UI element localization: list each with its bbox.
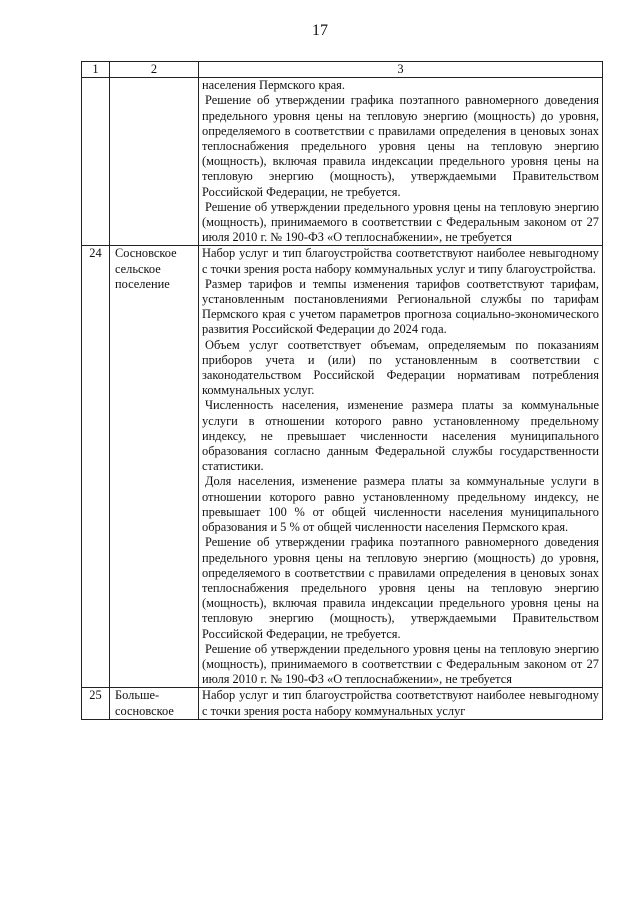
municipality-name: Больше-сосновское xyxy=(110,688,199,719)
row-text xyxy=(199,78,603,246)
paragraph: Набор услуг и тип благоустройства соответствуют наиболее невыгодному с точки зрения роста набору коммунальных услуг и типу благоустройства. xyxy=(202,246,599,276)
paragraph: населения Пермского края. xyxy=(202,78,345,93)
row-number: 24 xyxy=(82,246,110,688)
header-col-1: 1 xyxy=(82,62,110,78)
table-row xyxy=(82,246,603,688)
table-row xyxy=(82,688,603,719)
table-header-row xyxy=(82,62,603,78)
paragraph: Размер тарифов и темпы изменения тарифов соответствуют тарифам, установленным постановлениями Региональной службы по тарифам Пермского края с учетом параметров прогноза социально-экономического развития Российской Федерации до 2024 года. xyxy=(202,276,599,337)
municipality-name xyxy=(110,78,199,246)
paragraph: Объем услуг соответствует объемам, определяемым по показаниям приборов учета и (или) по установленным в соответствии с законодательством Российской Федерации нормативам потребления коммунальных услуг. xyxy=(202,337,599,398)
paragraph: Решение об утверждении графика поэтапного равномерного доведения предельного уровня цены на тепловую энергию (мощность) до уровня, определяемого в соответствии с правилами определения в ценовых зонах теплоснабжения предельного уровня цены на тепловую энергию (мощность), включая правила индексации предельного уровня цены на тепловую энергию (мощность), утверждаемыми Правительством Российской Федерации, не требуется. xyxy=(202,93,599,199)
paragraph: Решение об утверждении графика поэтапного равномерного доведения предельного уровня цены на тепловую энергию (мощность) до уровня, определяемого в соответствии с правилами определения в ценовых зонах теплоснабжения предельного уровня цены на тепловую энергию (мощность), включая правила индексации предельного уровня цены на тепловую энергию (мощность), утверждаемыми Правительством Российской Федерации, не требуется. xyxy=(202,535,599,641)
document-table xyxy=(81,61,603,720)
municipality-name: Сосновское сельское поселение xyxy=(110,246,199,688)
table-row xyxy=(82,78,603,246)
row-number: 25 xyxy=(82,688,110,719)
paragraph: Решение об утверждении предельного уровня цены на тепловую энергию (мощность), принимаемого в соответствии с Федеральным законом от 27 июля 2010 г. № 190-ФЗ «О теплоснабжении», не требуется xyxy=(202,199,599,245)
row-text xyxy=(199,688,603,719)
paragraph: Решение об утверждении предельного уровня цены на тепловую энергию (мощность), принимаемого в соответствии с Федеральным законом от 27 июля 2010 г. № 190-ФЗ «О теплоснабжении», не требуется xyxy=(202,641,599,687)
header-col-2: 2 xyxy=(110,62,199,78)
row-text xyxy=(199,246,603,688)
page-number: 17 xyxy=(312,22,328,39)
paragraph: Доля населения, изменение размера платы за коммунальные услуги в отношении которого равно установленному предельному индексу, не превышает 100 % от общей численности населения муниципального образования и 5 % от общей численности населения Пермского края. xyxy=(202,474,599,535)
paragraph: Набор услуг и тип благоустройства соответствуют наиболее невыгодному с точки зрения роста набору коммунальных услуг xyxy=(202,688,599,718)
paragraph: Численность населения, изменение размера платы за коммунальные услуги в отношении которого равно установленному предельному индексу, не превышает численности населения муниципального образования согласно данным Федеральной службы государственности статистики. xyxy=(202,398,599,474)
row-number xyxy=(82,78,110,246)
header-col-3: 3 xyxy=(199,62,603,78)
